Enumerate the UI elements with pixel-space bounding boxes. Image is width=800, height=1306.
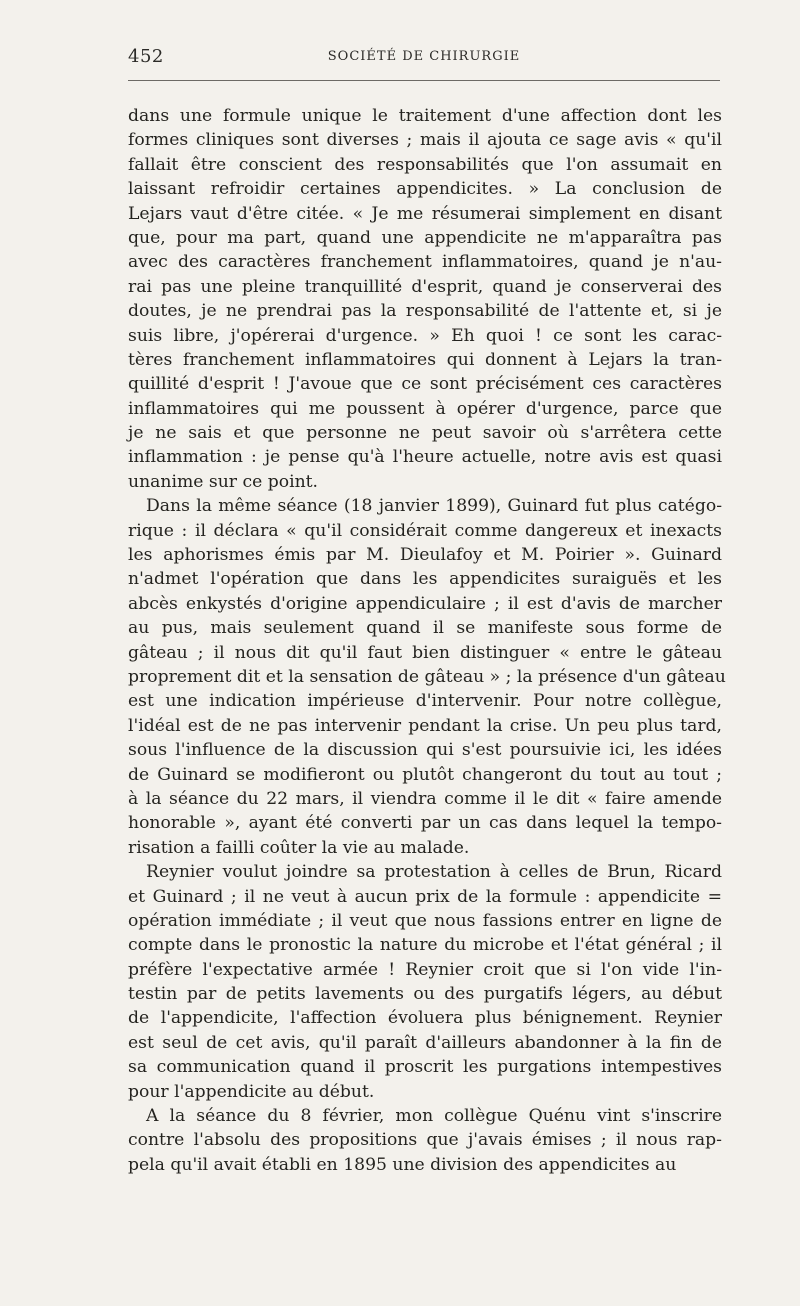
text-line: sous l'influence de la discussion qui s'est poursuivie ici, les idées	[128, 740, 722, 761]
text-line: est une indication impérieuse d'intervenir. Pour notre collègue,	[128, 691, 722, 712]
text-line: Lejars vaut d'être citée. « Je me résumerai simplement en disant	[128, 203, 722, 224]
paragraph	[128, 494, 726, 860]
text-line: abcès enkystés d'origine appendiculaire ; il est d'avis de marcher	[128, 593, 722, 614]
text-line: doutes, je ne prendrai pas la responsabilité de l'attente et, si je	[128, 301, 722, 322]
text-line: est seul de cet avis, qu'il paraît d'ailleurs abandonner à la fin de	[128, 1032, 722, 1053]
text-line: au pus, mais seulement quand il se manifeste sous forme de	[128, 618, 722, 639]
text-line: n'admet l'opération que dans les appendicites suraiguës et les	[128, 569, 722, 590]
text-line: pela qu'il avait établi en 1895 une division des appendicites au	[128, 1154, 677, 1175]
text-line: inflammatoires qui me poussent à opérer d'urgence, parce que	[128, 398, 722, 419]
text-line: rai pas une pleine tranquillité d'esprit, quand je conserverai des	[128, 276, 722, 297]
running-head	[128, 46, 720, 68]
text-line: opération immédiate ; il veut que nous fassions entrer en ligne de	[128, 910, 722, 931]
text-line: quillité d'esprit ! J'avoue que ce sont précisément ces caractères	[128, 374, 722, 395]
text-line: de Guinard se modifieront ou plutôt changeront du tout au tout ;	[128, 764, 722, 785]
text-line: Reynier voulut joindre sa protestation à celles de Brun, Ricard	[146, 862, 722, 883]
paragraph	[128, 860, 722, 1104]
text-line: gâteau ; il nous dit qu'il faut bien distinguer « entre le gâteau	[128, 642, 722, 663]
text-line: inflammation : je pense qu'à l'heure actuelle, notre avis est quasi	[128, 447, 722, 468]
text-line: les aphorismes émis par M. Dieulafoy et M. Poirier ». Guinard	[128, 545, 722, 566]
text-line: Dans la même séance (18 janvier 1899), Guinard fut plus catégo-	[146, 496, 722, 517]
text-line: suis libre, j'opérerai d'urgence. » Eh quoi ! ce sont les carac-	[128, 325, 722, 346]
text-line: compte dans le pronostic la nature du microbe et l'état général ; il	[128, 935, 722, 956]
text-line: formes cliniques sont diverses ; mais il ajouta ce sage avis « qu'il	[128, 130, 722, 151]
text-line: proprement dit et la sensation de gâteau » ; la présence d'un gâteau	[128, 666, 726, 687]
page-number: 452	[128, 46, 164, 67]
text-line: sa communication quand il proscrit les purgations intempestives	[128, 1057, 722, 1078]
text-line: préfère l'expectative armée ! Reynier croit que si l'on vide l'in-	[128, 959, 722, 980]
text-line: laissant refroidir certaines appendicites. » La conclusion de	[128, 179, 722, 200]
header-rule	[128, 80, 720, 81]
text-line: dans une formule unique le traitement d'une affection dont les	[128, 106, 722, 126]
text-line: de l'appendicite, l'affection évoluera plus bénignement. Reynier	[128, 1008, 722, 1029]
journal-title: SOCIÉTÉ DE CHIRURGIE	[327, 49, 521, 64]
text-line: pour l'appendicite au début.	[128, 1081, 375, 1102]
text-line: avec des caractères franchement inflammatoires, quand je n'au-	[128, 252, 722, 273]
paragraph	[128, 1104, 722, 1177]
text-line: testin par de petits lavements ou des purgatifs légers, au début	[128, 984, 722, 1005]
text-line: A la séance du 8 février, mon collègue Quénu vint s'inscrire	[146, 1106, 722, 1127]
body-text	[128, 104, 726, 1177]
text-line: risation a failli coûter la vie au malade.	[128, 837, 470, 858]
text-line: contre l'absolu des propositions que j'avais émises ; il nous rap-	[128, 1130, 722, 1151]
text-line: et Guinard ; il ne veut à aucun prix de la formule : appendicite =	[128, 886, 722, 907]
text-line: rique : il déclara « qu'il considérait comme dangereux et inexacts	[128, 520, 722, 541]
text-line: unanime sur ce point.	[128, 471, 319, 492]
text-line: l'idéal est de ne pas intervenir pendant la crise. Un peu plus tard,	[128, 715, 722, 736]
text-line: fallait être conscient des responsabilités que l'on assumait en	[128, 154, 722, 175]
text-line: je ne sais et que personne ne peut savoir où s'arrêtera cette	[128, 423, 722, 444]
text-line: honorable », ayant été converti par un cas dans lequel la tempo-	[128, 813, 722, 834]
paragraph	[128, 104, 722, 494]
text-line: tères franchement inflammatoires qui donnent à Lejars la tran-	[128, 349, 722, 370]
text-line: à la séance du 22 mars, il viendra comme il le dit « faire amende	[128, 788, 722, 809]
text-line: que, pour ma part, quand une appendicite ne m'apparaîtra pas	[128, 227, 722, 248]
